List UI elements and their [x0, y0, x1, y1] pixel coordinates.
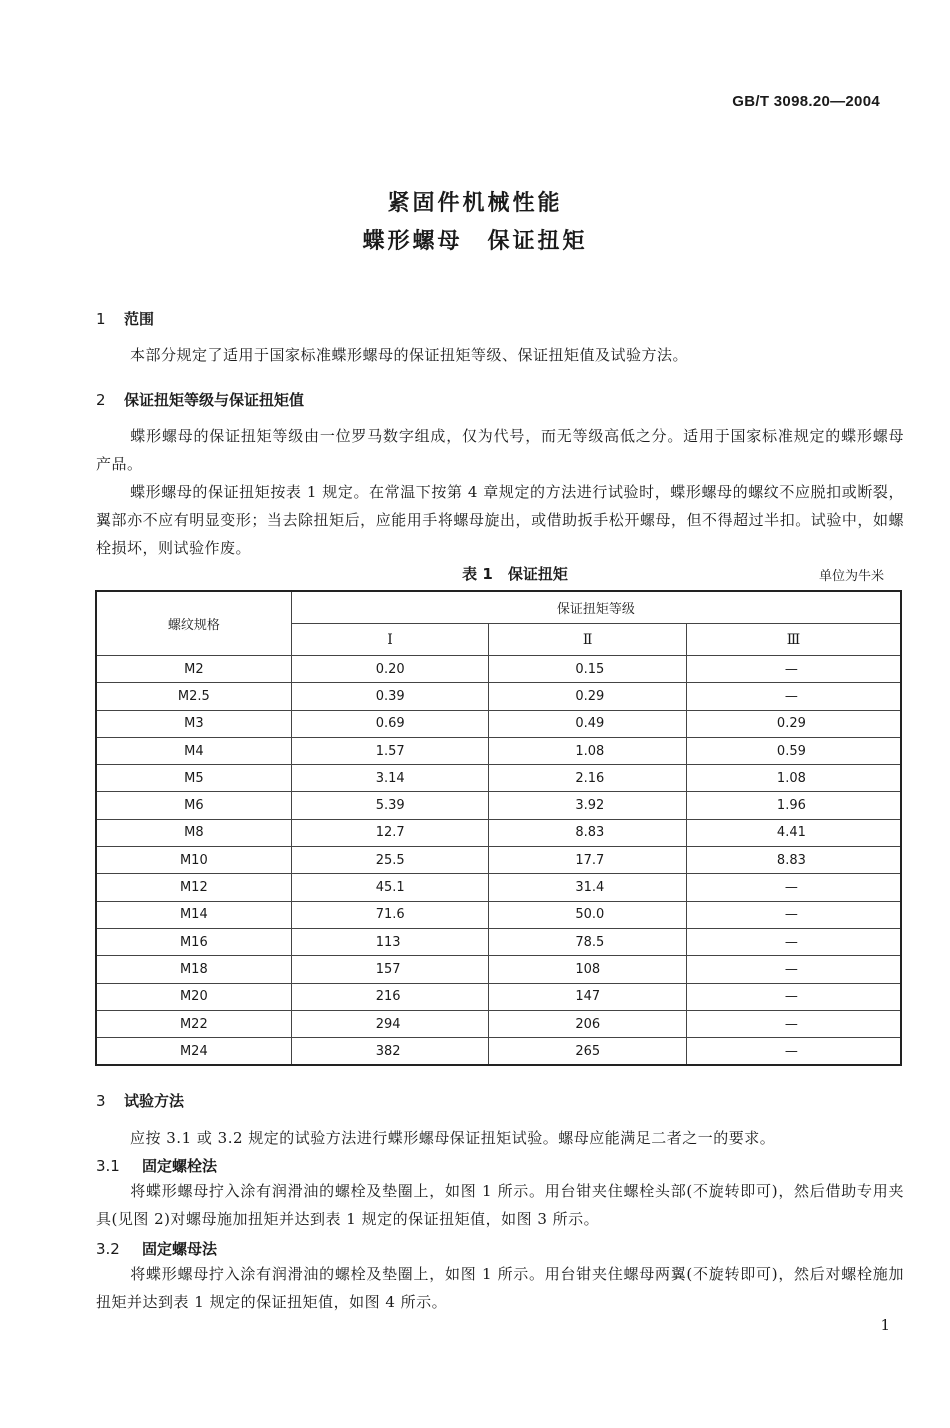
cell-grade-3: —	[686, 901, 901, 928]
cell-grade-3: 0.59	[686, 737, 901, 764]
section-number: 3.1	[96, 1157, 120, 1175]
section-3-2-paragraph	[96, 1260, 904, 1316]
cell-grade-3: 4.41	[686, 819, 901, 846]
paragraph-text: 应按 3.1 或 3.2 规定的试验方法进行蝶形螺母保证扭矩试验。螺母应能满足二者之一的要求。	[130, 1129, 776, 1147]
cell-grade-1: 216	[291, 983, 489, 1010]
table-row	[96, 847, 901, 874]
cell-grade-2: 0.15	[489, 656, 687, 683]
cell-grade-1: 5.39	[291, 792, 489, 819]
table-row	[96, 956, 901, 983]
cell-grade-1: 25.5	[291, 847, 489, 874]
cell-spec: M20	[96, 983, 291, 1010]
document-title-line2: 蝶形螺母 保证扭矩	[362, 229, 588, 254]
section-3-1-heading	[96, 1155, 217, 1176]
cell-grade-3: —	[686, 1010, 901, 1037]
table-row	[96, 737, 901, 764]
table-row	[96, 683, 901, 710]
table-row	[96, 765, 901, 792]
header-thread-spec: 螺纹规格	[96, 591, 291, 656]
section-2-heading	[96, 389, 304, 410]
torque-table	[95, 590, 902, 1066]
section-number: 2	[96, 391, 106, 409]
cell-spec: M2.5	[96, 683, 291, 710]
paragraph-text: 本部分规定了适用于国家标准蝶形螺母的保证扭矩等级、保证扭矩值及试验方法。	[130, 346, 689, 364]
cell-grade-3: —	[686, 928, 901, 955]
table-row	[96, 1010, 901, 1037]
cell-spec: M14	[96, 901, 291, 928]
header-grade-3: Ⅲ	[686, 624, 901, 656]
section-title: 固定螺母法	[142, 1240, 218, 1258]
cell-spec: M18	[96, 956, 291, 983]
cell-grade-2: 206	[489, 1010, 687, 1037]
cell-grade-1: 113	[291, 928, 489, 955]
cell-grade-3: —	[686, 656, 901, 683]
cell-grade-2: 0.49	[489, 710, 687, 737]
paragraph-text: 蝶形螺母的保证扭矩按表 1 规定。在常温下按第 4 章规定的方法进行试验时，蝶形螺母的螺纹不应脱扣或断裂，翼部亦不应有明显变形；当去除扭矩后，应能用手将螺母旋出，或借助扳手松开螺母，但不得超过半扣。试验中，如螺栓损坏，则试验作废。	[96, 483, 904, 557]
section-2-paragraph-1	[96, 422, 904, 478]
cell-spec: M3	[96, 710, 291, 737]
table-unit: 单位为牛米	[818, 569, 884, 584]
cell-grade-1: 0.39	[291, 683, 489, 710]
cell-grade-3: —	[686, 983, 901, 1010]
cell-grade-3: —	[686, 683, 901, 710]
cell-grade-2: 31.4	[489, 874, 687, 901]
cell-grade-2: 147	[489, 983, 687, 1010]
section-2-paragraph-2	[96, 478, 904, 562]
cell-grade-2: 0.29	[489, 683, 687, 710]
section-number: 1	[96, 310, 106, 328]
cell-spec: M16	[96, 928, 291, 955]
cell-grade-3: —	[686, 1038, 901, 1066]
paragraph-text: 将蝶形螺母拧入涂有润滑油的螺栓及垫圈上，如图 1 所示。用台钳夹住螺栓头部(不旋转即可)，然后借助专用夹具(见图 2)对螺母施加扭矩并达到表 1 规定的保证扭矩值，如图 3 所示。	[96, 1182, 904, 1228]
cell-grade-2: 50.0	[489, 901, 687, 928]
cell-grade-1: 0.20	[291, 656, 489, 683]
table-row	[96, 819, 901, 846]
section-3-paragraph	[96, 1124, 904, 1152]
cell-grade-3: 8.83	[686, 847, 901, 874]
cell-spec: M10	[96, 847, 291, 874]
cell-grade-2: 78.5	[489, 928, 687, 955]
section-number: 3	[96, 1092, 106, 1110]
cell-spec: M6	[96, 792, 291, 819]
cell-spec: M4	[96, 737, 291, 764]
section-title: 试验方法	[124, 1092, 185, 1110]
cell-grade-2: 8.83	[489, 819, 687, 846]
section-title: 范围	[124, 310, 155, 328]
section-number: 3.2	[96, 1240, 120, 1258]
section-title: 保证扭矩等级与保证扭矩值	[124, 391, 305, 409]
cell-spec: M5	[96, 765, 291, 792]
cell-grade-1: 12.7	[291, 819, 489, 846]
header-torque-grade: 保证扭矩等级	[291, 591, 901, 624]
page-number: 1	[880, 1316, 890, 1334]
cell-spec: M2	[96, 656, 291, 683]
header-grade-1: Ⅰ	[291, 624, 489, 656]
cell-grade-2: 17.7	[489, 847, 687, 874]
cell-grade-1: 3.14	[291, 765, 489, 792]
header-grade-2: Ⅱ	[489, 624, 687, 656]
cell-grade-3: —	[686, 874, 901, 901]
table-row	[96, 792, 901, 819]
section-title: 固定螺栓法	[142, 1157, 218, 1175]
document-title-line1: 紧固件机械性能	[387, 191, 563, 216]
table-row	[96, 1038, 901, 1066]
cell-grade-2: 1.08	[489, 737, 687, 764]
cell-spec: M24	[96, 1038, 291, 1066]
cell-grade-2: 3.92	[489, 792, 687, 819]
section-3-2-heading	[96, 1238, 217, 1259]
table-row	[96, 874, 901, 901]
standard-code: GB/T 3098.20—2004	[732, 93, 880, 110]
section-3-1-paragraph	[96, 1177, 904, 1233]
cell-spec: M8	[96, 819, 291, 846]
section-1-paragraph	[96, 341, 904, 369]
cell-grade-2: 265	[489, 1038, 687, 1066]
cell-grade-3: 1.96	[686, 792, 901, 819]
table-row	[96, 710, 901, 737]
cell-grade-1: 71.6	[291, 901, 489, 928]
cell-grade-1: 382	[291, 1038, 489, 1066]
section-3-heading	[96, 1090, 184, 1111]
table-row	[96, 656, 901, 683]
cell-grade-1: 1.57	[291, 737, 489, 764]
cell-grade-2: 108	[489, 956, 687, 983]
table-row	[96, 928, 901, 955]
cell-spec: M12	[96, 874, 291, 901]
cell-grade-1: 45.1	[291, 874, 489, 901]
table-row	[96, 983, 901, 1010]
cell-grade-1: 0.69	[291, 710, 489, 737]
paragraph-text: 将蝶形螺母拧入涂有润滑油的螺栓及垫圈上，如图 1 所示。用台钳夹住螺母两翼(不旋转即可)，然后对螺栓施加扭矩并达到表 1 规定的保证扭矩值，如图 4 所示。	[96, 1265, 904, 1311]
section-1-heading	[96, 308, 154, 329]
table-row	[96, 901, 901, 928]
cell-spec: M22	[96, 1010, 291, 1037]
cell-grade-2: 2.16	[489, 765, 687, 792]
cell-grade-1: 157	[291, 956, 489, 983]
cell-grade-3: 1.08	[686, 765, 901, 792]
cell-grade-3: —	[686, 956, 901, 983]
cell-grade-3: 0.29	[686, 710, 901, 737]
paragraph-text: 蝶形螺母的保证扭矩等级由一位罗马数字组成，仅为代号，而无等级高低之分。适用于国家标准规定的蝶形螺母产品。	[96, 427, 904, 473]
table-caption: 表 1 保证扭矩	[462, 565, 568, 583]
cell-grade-1: 294	[291, 1010, 489, 1037]
